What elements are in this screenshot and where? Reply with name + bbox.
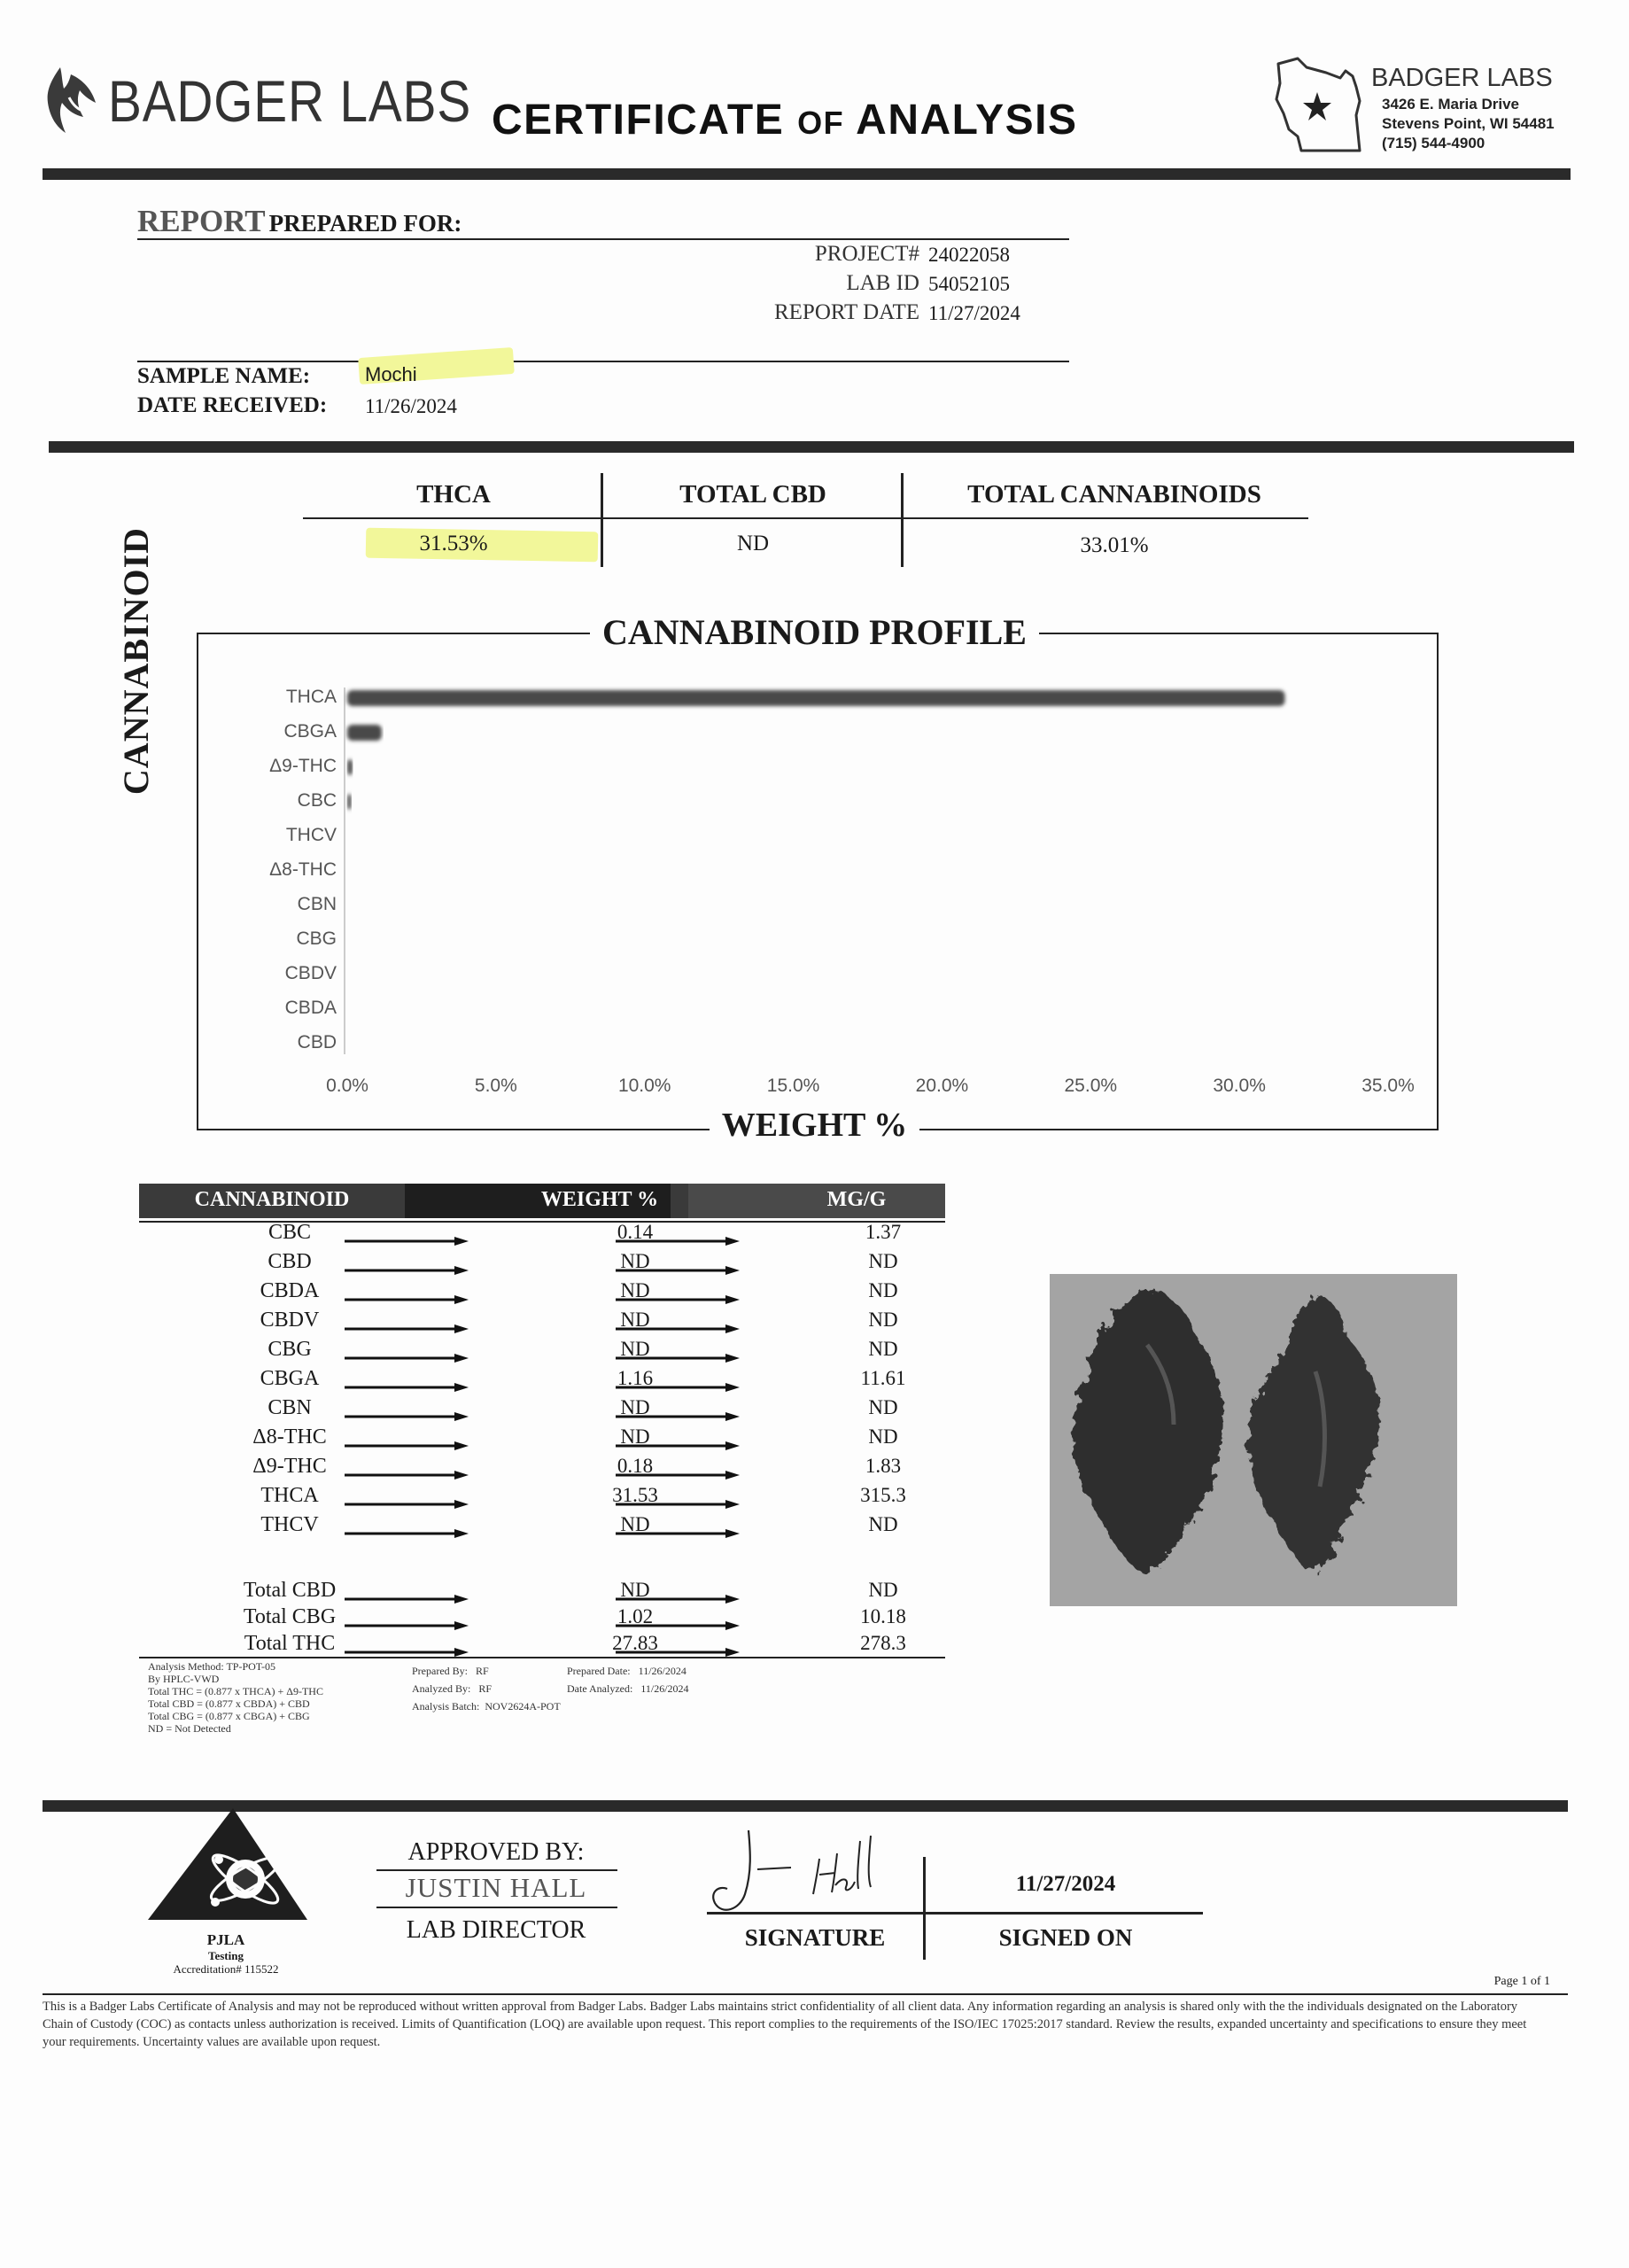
arrow-icon <box>616 1234 740 1250</box>
cannabinoid-name: CBDA <box>260 1279 320 1302</box>
address-lab-name: BADGER LABS <box>1371 64 1553 92</box>
cannabinoid-name: CBG <box>268 1338 312 1361</box>
chart-category-label: CBN <box>297 894 337 914</box>
mg-value: 315.3 <box>860 1484 906 1506</box>
arrow-icon <box>345 1263 469 1279</box>
weight-value: ND <box>620 1338 650 1360</box>
cannabinoid-name: CBDV <box>260 1309 320 1332</box>
batch-label: Analysis Batch: <box>412 1700 480 1713</box>
arrow-icon <box>616 1439 740 1455</box>
wisconsin-map-icon <box>1271 51 1370 158</box>
chart-category-label: CBDA <box>284 998 337 1018</box>
cannabinoid-profile-chart <box>197 633 1437 1129</box>
chart-category-label: Δ9-THC <box>269 756 337 776</box>
chart-category-label: THCV <box>285 825 337 845</box>
disclaimer-rule <box>43 1993 1568 1995</box>
arrow-icon <box>616 1497 740 1513</box>
date-info <box>567 1662 689 1697</box>
date-received-label: DATE RECEIVED: <box>137 393 328 417</box>
brand-wordmark: BADGER LABS <box>108 68 472 134</box>
cannabinoid-name: THCA <box>260 1484 319 1507</box>
report-date-label: REPORT DATE <box>773 300 919 324</box>
note-method: Analysis Method: TP-POT-05 <box>148 1660 276 1673</box>
note-nd: ND = Not Detected <box>148 1722 231 1735</box>
arrow-icon <box>616 1293 740 1309</box>
weight-value: 27.83 <box>612 1632 658 1654</box>
chart-category-label: CBGA <box>283 721 337 742</box>
weight-value: 1.02 <box>617 1605 654 1627</box>
cannabinoid-name: Total CBG <box>243 1605 337 1628</box>
chart-x-tick-label: 20.0% <box>915 1076 969 1096</box>
lab-id-label: LAB ID <box>846 271 919 295</box>
arrow-icon <box>345 1526 469 1542</box>
arrow-icon <box>345 1351 469 1367</box>
approved-rule-1 <box>376 1869 617 1871</box>
chart-x-tick-label: 15.0% <box>766 1076 820 1096</box>
signature-divider <box>923 1857 926 1960</box>
mg-value: 1.83 <box>865 1455 902 1477</box>
note-by: By HPLC-VWD <box>148 1673 220 1685</box>
table-row <box>139 1484 945 1513</box>
chart-x-tick-label: 25.0% <box>1064 1076 1118 1096</box>
report-label: REPORT <box>137 204 266 238</box>
prepared-date-value: 11/26/2024 <box>638 1665 687 1677</box>
weight-value: ND <box>620 1396 650 1418</box>
table-row <box>139 1221 945 1250</box>
prepared-date-label: Prepared Date: <box>567 1665 631 1677</box>
badger-labs-logo <box>43 62 472 142</box>
arrow-icon <box>345 1645 469 1661</box>
weight-value: 31.53 <box>612 1484 658 1506</box>
table-row <box>139 1309 945 1338</box>
analyzed-by-value: RF <box>478 1682 493 1695</box>
cannabinoid-name: CBC <box>268 1221 312 1244</box>
report-date-value: 11/27/2024 <box>928 302 1020 324</box>
sample-name-value: Mochi <box>365 363 417 385</box>
cannabinoid-name: Total THC <box>244 1632 336 1655</box>
accreditation-number: Accreditation# 115522 <box>173 1962 279 1976</box>
prep-info <box>412 1662 561 1715</box>
address-phone: (715) 544-4900 <box>1382 135 1485 151</box>
results-table-header <box>139 1184 945 1218</box>
mg-value: ND <box>868 1309 898 1331</box>
mg-value: ND <box>868 1279 898 1301</box>
mg-value: ND <box>868 1396 898 1418</box>
header-mg-g: MG/G <box>826 1188 887 1211</box>
arrow-icon <box>345 1468 469 1484</box>
chart-y-axis-label: CANNABINOID <box>116 526 156 796</box>
mg-value: 10.18 <box>860 1605 906 1627</box>
sample-photo <box>1050 1274 1457 1606</box>
approved-by-label: APPROVED BY: <box>407 1838 585 1866</box>
project-value: 24022058 <box>928 244 1010 266</box>
chart-category-label: Δ8-THC <box>269 859 337 880</box>
mg-value: 278.3 <box>860 1632 906 1654</box>
arrow-icon <box>345 1293 469 1309</box>
badger-logo-icon <box>43 64 97 136</box>
chart-x-tick-label: 0.0% <box>326 1076 368 1096</box>
cannabinoid-name: Total CBD <box>243 1579 337 1602</box>
summary-thca-value: 31.53% <box>419 532 488 555</box>
title-certificate: CERTIFICATE <box>492 97 785 144</box>
weight-value: 0.14 <box>617 1221 654 1243</box>
analysis-notes <box>148 1660 323 1735</box>
arrow-icon <box>345 1322 469 1338</box>
chart-category-label: THCA <box>285 687 337 707</box>
note-cbg-formula: Total CBG = (0.877 x CBGA) + CBG <box>148 1710 310 1722</box>
document-title <box>492 96 1077 144</box>
title-of: OF <box>797 105 845 141</box>
mg-value: ND <box>868 1579 898 1601</box>
cannabinoid-name: THCV <box>260 1513 319 1536</box>
date-received-value: 11/26/2024 <box>365 395 457 417</box>
cannabinoid-name: Δ8-THC <box>252 1425 327 1449</box>
chart-bar <box>347 759 353 775</box>
analyzed-by-label: Analyzed By: <box>412 1682 471 1695</box>
arrow-icon <box>616 1263 740 1279</box>
summary-total-cbd-value: ND <box>736 532 770 555</box>
chart-bar <box>347 794 352 810</box>
table-row <box>139 1367 945 1396</box>
lab-id-value: 54052105 <box>928 273 1010 295</box>
page-number: Page 1 of 1 <box>1493 1975 1550 1988</box>
weight-value: ND <box>620 1513 650 1535</box>
arrow-icon <box>616 1410 740 1425</box>
analyzed-date-label: Date Analyzed: <box>567 1682 633 1695</box>
summary-thca-label: THCA <box>416 480 491 509</box>
summary-total-cbd-label: TOTAL CBD <box>679 480 826 509</box>
sample-name-label: SAMPLE NAME: <box>137 364 311 388</box>
lab-address-block <box>1271 51 1608 158</box>
report-divider <box>49 441 1574 453</box>
mg-value: ND <box>868 1338 898 1360</box>
table-row <box>139 1425 945 1455</box>
chart-category-label: CBD <box>297 1032 337 1052</box>
arrow-icon <box>616 1526 740 1542</box>
weight-value: ND <box>620 1425 650 1448</box>
mg-value: ND <box>868 1250 898 1272</box>
cannabinoid-name: CBGA <box>260 1367 320 1390</box>
weight-value: ND <box>620 1309 650 1331</box>
chart-category-label: CBG <box>296 928 337 949</box>
mg-value: 1.37 <box>865 1221 902 1243</box>
prepared-by-label: Prepared By: <box>412 1665 468 1677</box>
signed-on-label: SIGNED ON <box>998 1924 1133 1951</box>
note-thc-formula: Total THC = (0.877 x THCA) + Δ9-THC <box>148 1685 323 1697</box>
table-row <box>139 1455 945 1484</box>
director-name: JUSTIN HALL <box>405 1872 587 1903</box>
arrow-icon <box>345 1497 469 1513</box>
header-cannabinoid: CANNABINOID <box>194 1188 350 1211</box>
cannabinoid-name: Δ9-THC <box>252 1455 327 1478</box>
header-weight: WEIGHT % <box>540 1188 659 1211</box>
report-info-rule <box>137 361 1069 362</box>
weight-value: ND <box>620 1579 650 1601</box>
cannabinoid-name: CBD <box>268 1250 312 1273</box>
analyzed-date-value: 11/26/2024 <box>640 1682 689 1695</box>
chart-bar <box>347 725 382 741</box>
chart-x-tick-label: 10.0% <box>617 1076 671 1096</box>
signature-rule <box>707 1912 1203 1915</box>
pjla-logo-icon <box>137 1803 314 1927</box>
signature-label: SIGNATURE <box>744 1924 886 1951</box>
director-title: LAB DIRECTOR <box>406 1916 586 1944</box>
address-city: Stevens Point, WI 54481 <box>1382 115 1555 132</box>
summary-total-cannabinoids-label: TOTAL CANNABINOIDS <box>967 480 1261 509</box>
prepared-by-value: RF <box>475 1665 489 1677</box>
signed-on-date: 11/27/2024 <box>1015 1872 1116 1896</box>
arrow-icon <box>616 1322 740 1338</box>
chart-category-label: CBDV <box>284 963 337 983</box>
mg-value: ND <box>868 1513 898 1535</box>
report-underline <box>137 238 1069 240</box>
table-row <box>139 1279 945 1309</box>
note-cbd-formula: Total CBD = (0.877 x CBDA) + CBD <box>148 1697 310 1710</box>
batch-value: NOV2624A-POT <box>485 1700 561 1713</box>
arrow-icon <box>345 1410 469 1425</box>
table-row <box>139 1513 945 1542</box>
arrow-icon <box>616 1468 740 1484</box>
arrow-icon <box>616 1380 740 1396</box>
summary-total-cannabinoids-value: 33.01% <box>1080 533 1149 557</box>
chart-x-tick-label: 5.0% <box>474 1076 517 1096</box>
mg-value: ND <box>868 1425 898 1448</box>
weight-value: 1.16 <box>617 1367 654 1389</box>
weight-value: 0.18 <box>617 1455 654 1477</box>
table-row <box>139 1250 945 1279</box>
chart-x-axis-label: WEIGHT % <box>0 1106 1629 1145</box>
cannabinoid-name: CBN <box>268 1396 312 1419</box>
totals-row <box>139 1579 945 1608</box>
chart-category-label: CBC <box>297 790 337 811</box>
disclaimer-text: This is a Badger Labs Certificate of Analysis and may not be reproduced without written approval from Badger Labs. Badger Labs maintains strict confidentiality of all client data. Any information regarding an analysis is shared only with the the individuals designated on the Laboratory Chain of Custody (COC) as contacts unless authorization is received. Limits of Quantification (LOQ) are available upon request. This report complies to the requirements of the ISO/IEC 17025:2017 standard. Review the results, expanded uncertainty and specifications to ensure they meet your requirements. Uncertainty values are available upon request. <box>43 2000 1527 2049</box>
pjla-name: PJLA <box>206 1931 245 1948</box>
arrow-icon <box>345 1439 469 1455</box>
table-row <box>139 1338 945 1367</box>
summary-rule <box>303 517 1308 519</box>
arrow-icon <box>616 1351 740 1367</box>
chart-x-tick-label: 30.0% <box>1213 1076 1266 1096</box>
weight-value: ND <box>620 1250 650 1272</box>
address-street: 3426 E. Maria Drive <box>1382 96 1519 113</box>
chart-x-tick-label: 35.0% <box>1361 1076 1415 1096</box>
mg-value: 11.61 <box>860 1367 906 1389</box>
signature-image <box>687 1823 899 1921</box>
prepared-for-label: PREPARED FOR: <box>268 210 462 237</box>
approved-rule-2 <box>376 1907 617 1908</box>
arrow-icon <box>616 1645 740 1661</box>
weight-value: ND <box>620 1279 650 1301</box>
table-bottom-rule <box>139 1657 945 1658</box>
table-row <box>139 1396 945 1425</box>
chart-title: CANNABINOID PROFILE <box>0 611 1629 653</box>
totals-row <box>139 1605 945 1635</box>
chart-bar <box>347 690 1285 706</box>
arrow-icon <box>345 1234 469 1250</box>
pjla-accreditation-logo <box>137 1803 314 1989</box>
pjla-testing: Testing <box>208 1949 244 1962</box>
header-divider <box>43 168 1571 180</box>
title-analysis: ANALYSIS <box>856 97 1078 144</box>
project-label: PROJECT# <box>814 242 919 266</box>
arrow-icon <box>345 1380 469 1396</box>
report-prepared-for <box>137 204 462 239</box>
